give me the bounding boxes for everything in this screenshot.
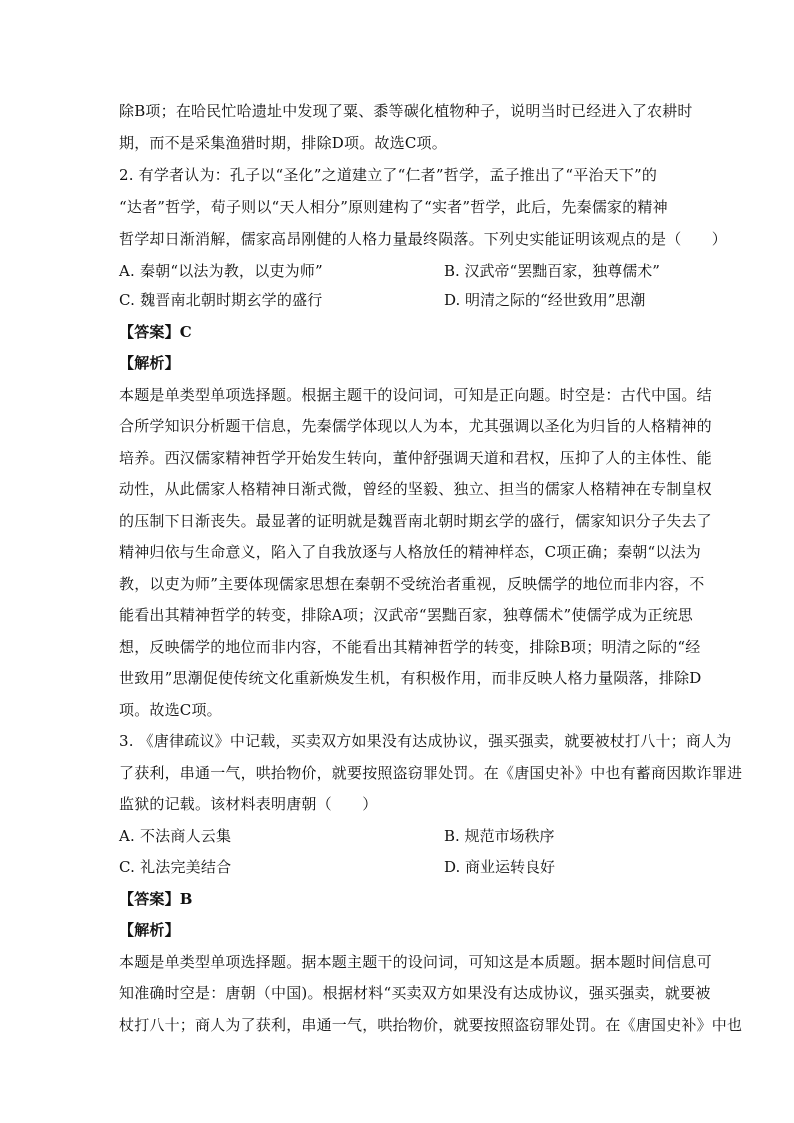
question-2-option-a: A. 秦朝“以法为教，以吏为师” (119, 262, 323, 280)
question-2-analysis-line: 动性，从此儒家人格精神日渐式微，曾经的坚毅、独立、担当的儒家人格精神在专制皇权 (119, 480, 712, 498)
question-3-analysis-line: 知准确时空是：唐朝（中国)。根据材料“买卖双方如果没有达成协议，强买强卖，就要被 (119, 984, 711, 1002)
question-2-stem: 哲学却日渐消解，儒家高昂刚健的人格力量最终陨落。下列史实能证明该观点的是（ ） (119, 230, 728, 248)
question-2-stem: “达者”哲学，荀子则以“天人相分”原则建构了“实者”哲学，此后，先秦儒家的精神 (119, 198, 668, 216)
paragraph-line: 除B项；在哈民忙哈遗址中发现了粟、黍等碳化植物种子，说明当时已经进入了农耕时 (119, 102, 693, 120)
question-3-analysis-label: 【解析】 (119, 921, 180, 939)
question-2-analysis-label: 【解析】 (119, 354, 180, 372)
question-2-answer: 【答案】C (119, 323, 192, 341)
paragraph-line: 期，而不是采集渔猎时期，排除D项。故选C项。 (119, 134, 447, 152)
question-3-option-d: D. 商业运转良好 (444, 858, 556, 876)
question-2-analysis-line: 世致用”思潮促使传统文化重新焕发生机，有积极作用，而非反映人格力量陨落，排除D (119, 669, 702, 687)
question-3-stem: 监狱的记载。该材料表明唐朝（ ） (119, 795, 378, 813)
question-2-analysis-line: 培养。西汉儒家精神哲学开始发生转向，董仲舒强调天道和君权，压抑了人的主体性、能 (119, 449, 712, 467)
question-2-analysis-line: 项。故选C项。 (119, 701, 222, 719)
question-2-option-c: C. 魏晋南北朝时期玄学的盛行 (119, 291, 323, 309)
question-2-stem: 2. 有学者认为：孔子以“圣化”之道建立了“仁者”哲学，孟子推出了“平治天下”的 (119, 166, 658, 184)
question-2-analysis-line: 精神归依与生命意义，陷入了自我放逐与人格放任的精神样态，C项正确；秦朝“以法为 (119, 543, 701, 561)
question-2-option-b: B. 汉武帝“罢黜百家，独尊儒术” (444, 262, 660, 280)
question-3-analysis-line: 杖打八十；商人为了获利，串通一气，哄抬物价，就要按照盗窃罪处罚。在《唐国史补》中也 (119, 1016, 743, 1034)
question-2-analysis-line: 合所学知识分析题干信息，先秦儒学体现以人为本，尤其强调以圣化为归旨的人格精神的 (119, 417, 712, 435)
question-2-analysis-line: 能看出其精神哲学的转变，排除A项；汉武帝“罢黜百家，独尊儒术”使儒学成为正统思 (119, 606, 693, 624)
question-3-stem: 3. 《唐律疏议》中记载，买卖双方如果没有达成协议，强买强卖，就要被杖打八十；商人为 (119, 732, 732, 750)
question-2-analysis-line: 想，反映儒学的地位而非内容，不能看出其精神哲学的转变，排除B项；明清之际的“经 (119, 638, 701, 656)
question-3-option-b: B. 规范市场秩序 (444, 827, 555, 845)
question-3-analysis-line: 本题是单类型单项选择题。据本题主题干的设问词，可知这是本质题。据本题时间信息可 (119, 953, 712, 971)
question-3-option-c: C. 礼法完美结合 (119, 858, 232, 876)
question-2-analysis-line: 本题是单类型单项选择题。根据主题干的设问词，可知是正向题。时空是：古代中国。结 (119, 386, 712, 404)
question-3-option-a: A. 不法商人云集 (119, 827, 232, 845)
question-2-option-d: D. 明清之际的“经世致用”思潮 (444, 291, 646, 309)
question-3-answer: 【答案】B (119, 890, 193, 908)
question-3-stem: 了获利，串通一气，哄抬物价，就要按照盗窃罪处罚。在《唐国史补》中也有蓄商因欺诈罪进 (119, 764, 743, 782)
question-2-analysis-line: 的压制下日渐丧失。最显著的证明就是魏晋南北朝时期玄学的盛行，儒家知识分子失去了 (119, 512, 712, 530)
question-2-analysis-line: 教，以吏为师”主要体现儒家思想在秦朝不受统治者重视，反映儒学的地位而非内容，不 (119, 575, 705, 593)
